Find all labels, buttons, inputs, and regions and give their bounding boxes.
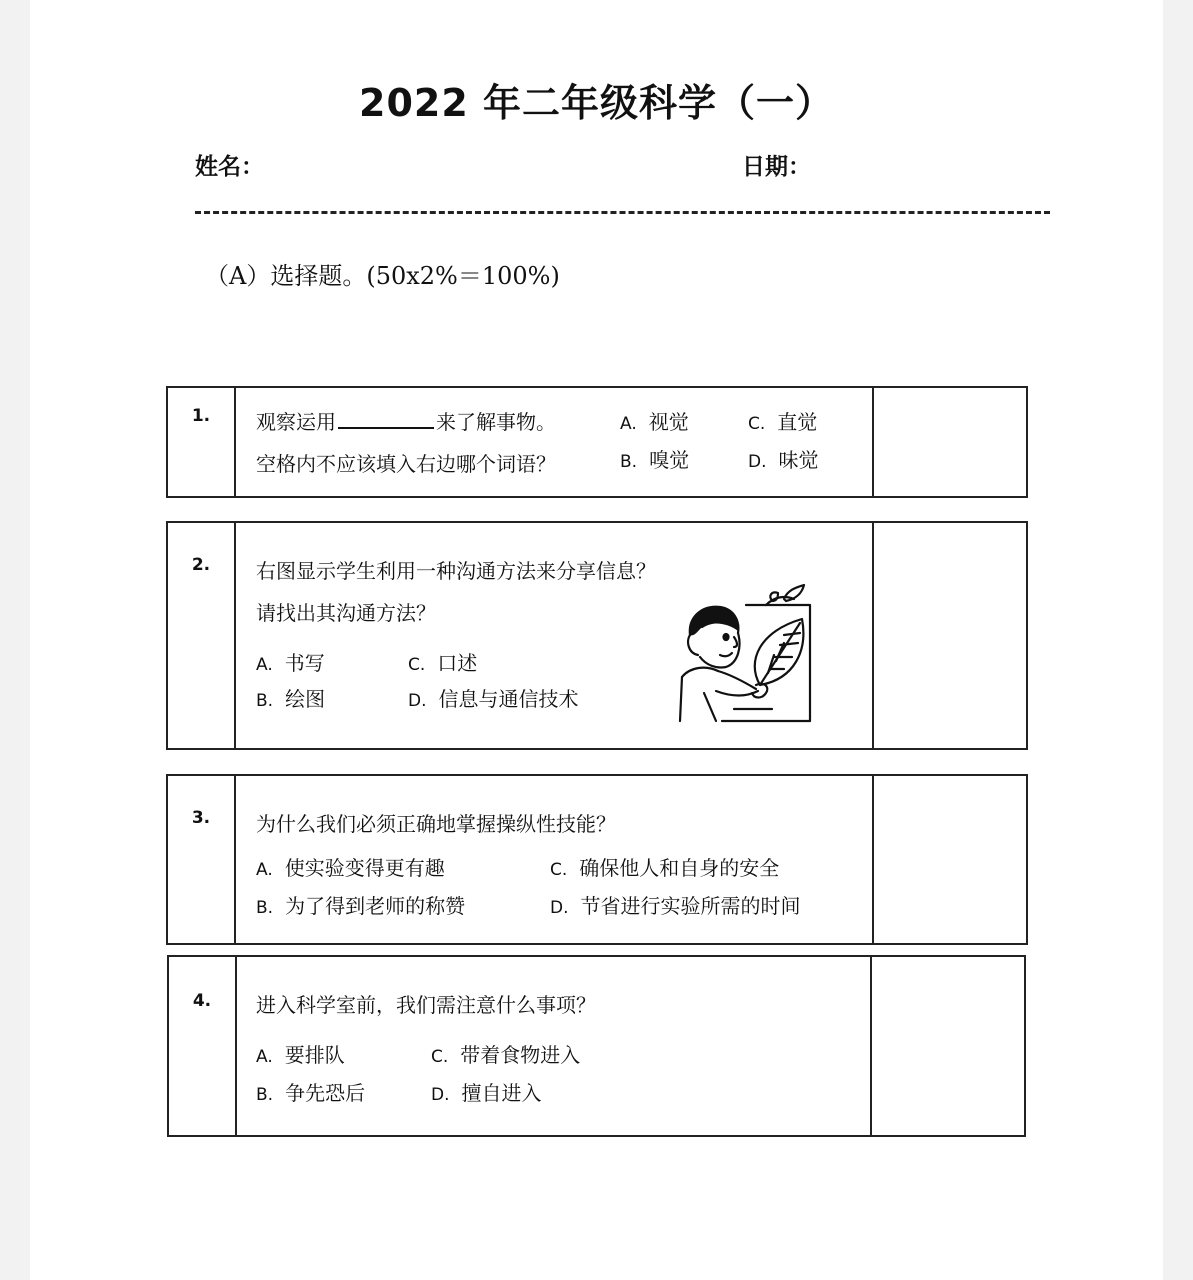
question-text-line1: 进入科学室前，我们需注意什么事项？ bbox=[256, 993, 596, 1017]
option-d: D. 擅自进入 bbox=[431, 1081, 542, 1105]
option-b: B. 绘图 bbox=[256, 687, 326, 711]
question-text-line1: 观察运用 来了解事物。 bbox=[256, 410, 556, 434]
question-text-line2: 空格内不应该填入右边哪个词语？ bbox=[256, 452, 556, 476]
date-label: 日期： bbox=[742, 154, 811, 180]
option-b: B. 为了得到老师的称赞 bbox=[256, 894, 466, 918]
option-c: C. 口述 bbox=[408, 651, 478, 675]
option-a: A. 要排队 bbox=[256, 1043, 345, 1067]
dashed-divider bbox=[195, 211, 1050, 214]
question-2 bbox=[166, 521, 1028, 750]
answer-box[interactable] bbox=[872, 388, 1026, 496]
question-1 bbox=[166, 386, 1028, 498]
question-text-line1: 右图显示学生利用一种沟通方法来分享信息？ bbox=[256, 559, 656, 583]
question-number: 4. bbox=[169, 957, 237, 1135]
option-c: C. 直觉 bbox=[748, 410, 818, 434]
option-d: D. 节省进行实验所需的时间 bbox=[550, 894, 801, 918]
option-c: C. 确保他人和自身的安全 bbox=[550, 856, 780, 880]
answer-box[interactable] bbox=[872, 776, 1026, 943]
worksheet-page bbox=[30, 0, 1163, 1280]
option-d: D. 信息与通信技术 bbox=[408, 687, 579, 711]
answer-box[interactable] bbox=[870, 957, 1024, 1135]
question-number: 2. bbox=[168, 523, 236, 748]
option-b: B. 嗅觉 bbox=[620, 448, 690, 472]
question-text-line1: 为什么我们必须正确地掌握操纵性技能？ bbox=[256, 812, 616, 836]
question-number: 3. bbox=[168, 776, 236, 943]
option-d: D. 味觉 bbox=[748, 448, 819, 472]
question-3 bbox=[166, 774, 1028, 945]
question-number: 1. bbox=[168, 388, 236, 496]
name-label: 姓名： bbox=[195, 154, 264, 180]
question-text-line2: 请找出其沟通方法？ bbox=[256, 601, 436, 625]
option-c: C. 带着食物进入 bbox=[431, 1043, 581, 1067]
section-a-heading: （A）选择题。(50x2%＝100%) bbox=[205, 262, 560, 290]
option-a: A. 书写 bbox=[256, 651, 325, 675]
option-b: B. 争先恐后 bbox=[256, 1081, 366, 1105]
question-4 bbox=[167, 955, 1026, 1137]
option-a: A. 视觉 bbox=[620, 410, 689, 434]
page-title: 2022 年二年级科学（一） bbox=[359, 81, 834, 125]
option-a: A. 使实验变得更有趣 bbox=[256, 856, 445, 880]
student-drawing-leaf-icon bbox=[676, 581, 816, 723]
fill-blank bbox=[338, 409, 434, 429]
answer-box[interactable] bbox=[872, 523, 1026, 748]
